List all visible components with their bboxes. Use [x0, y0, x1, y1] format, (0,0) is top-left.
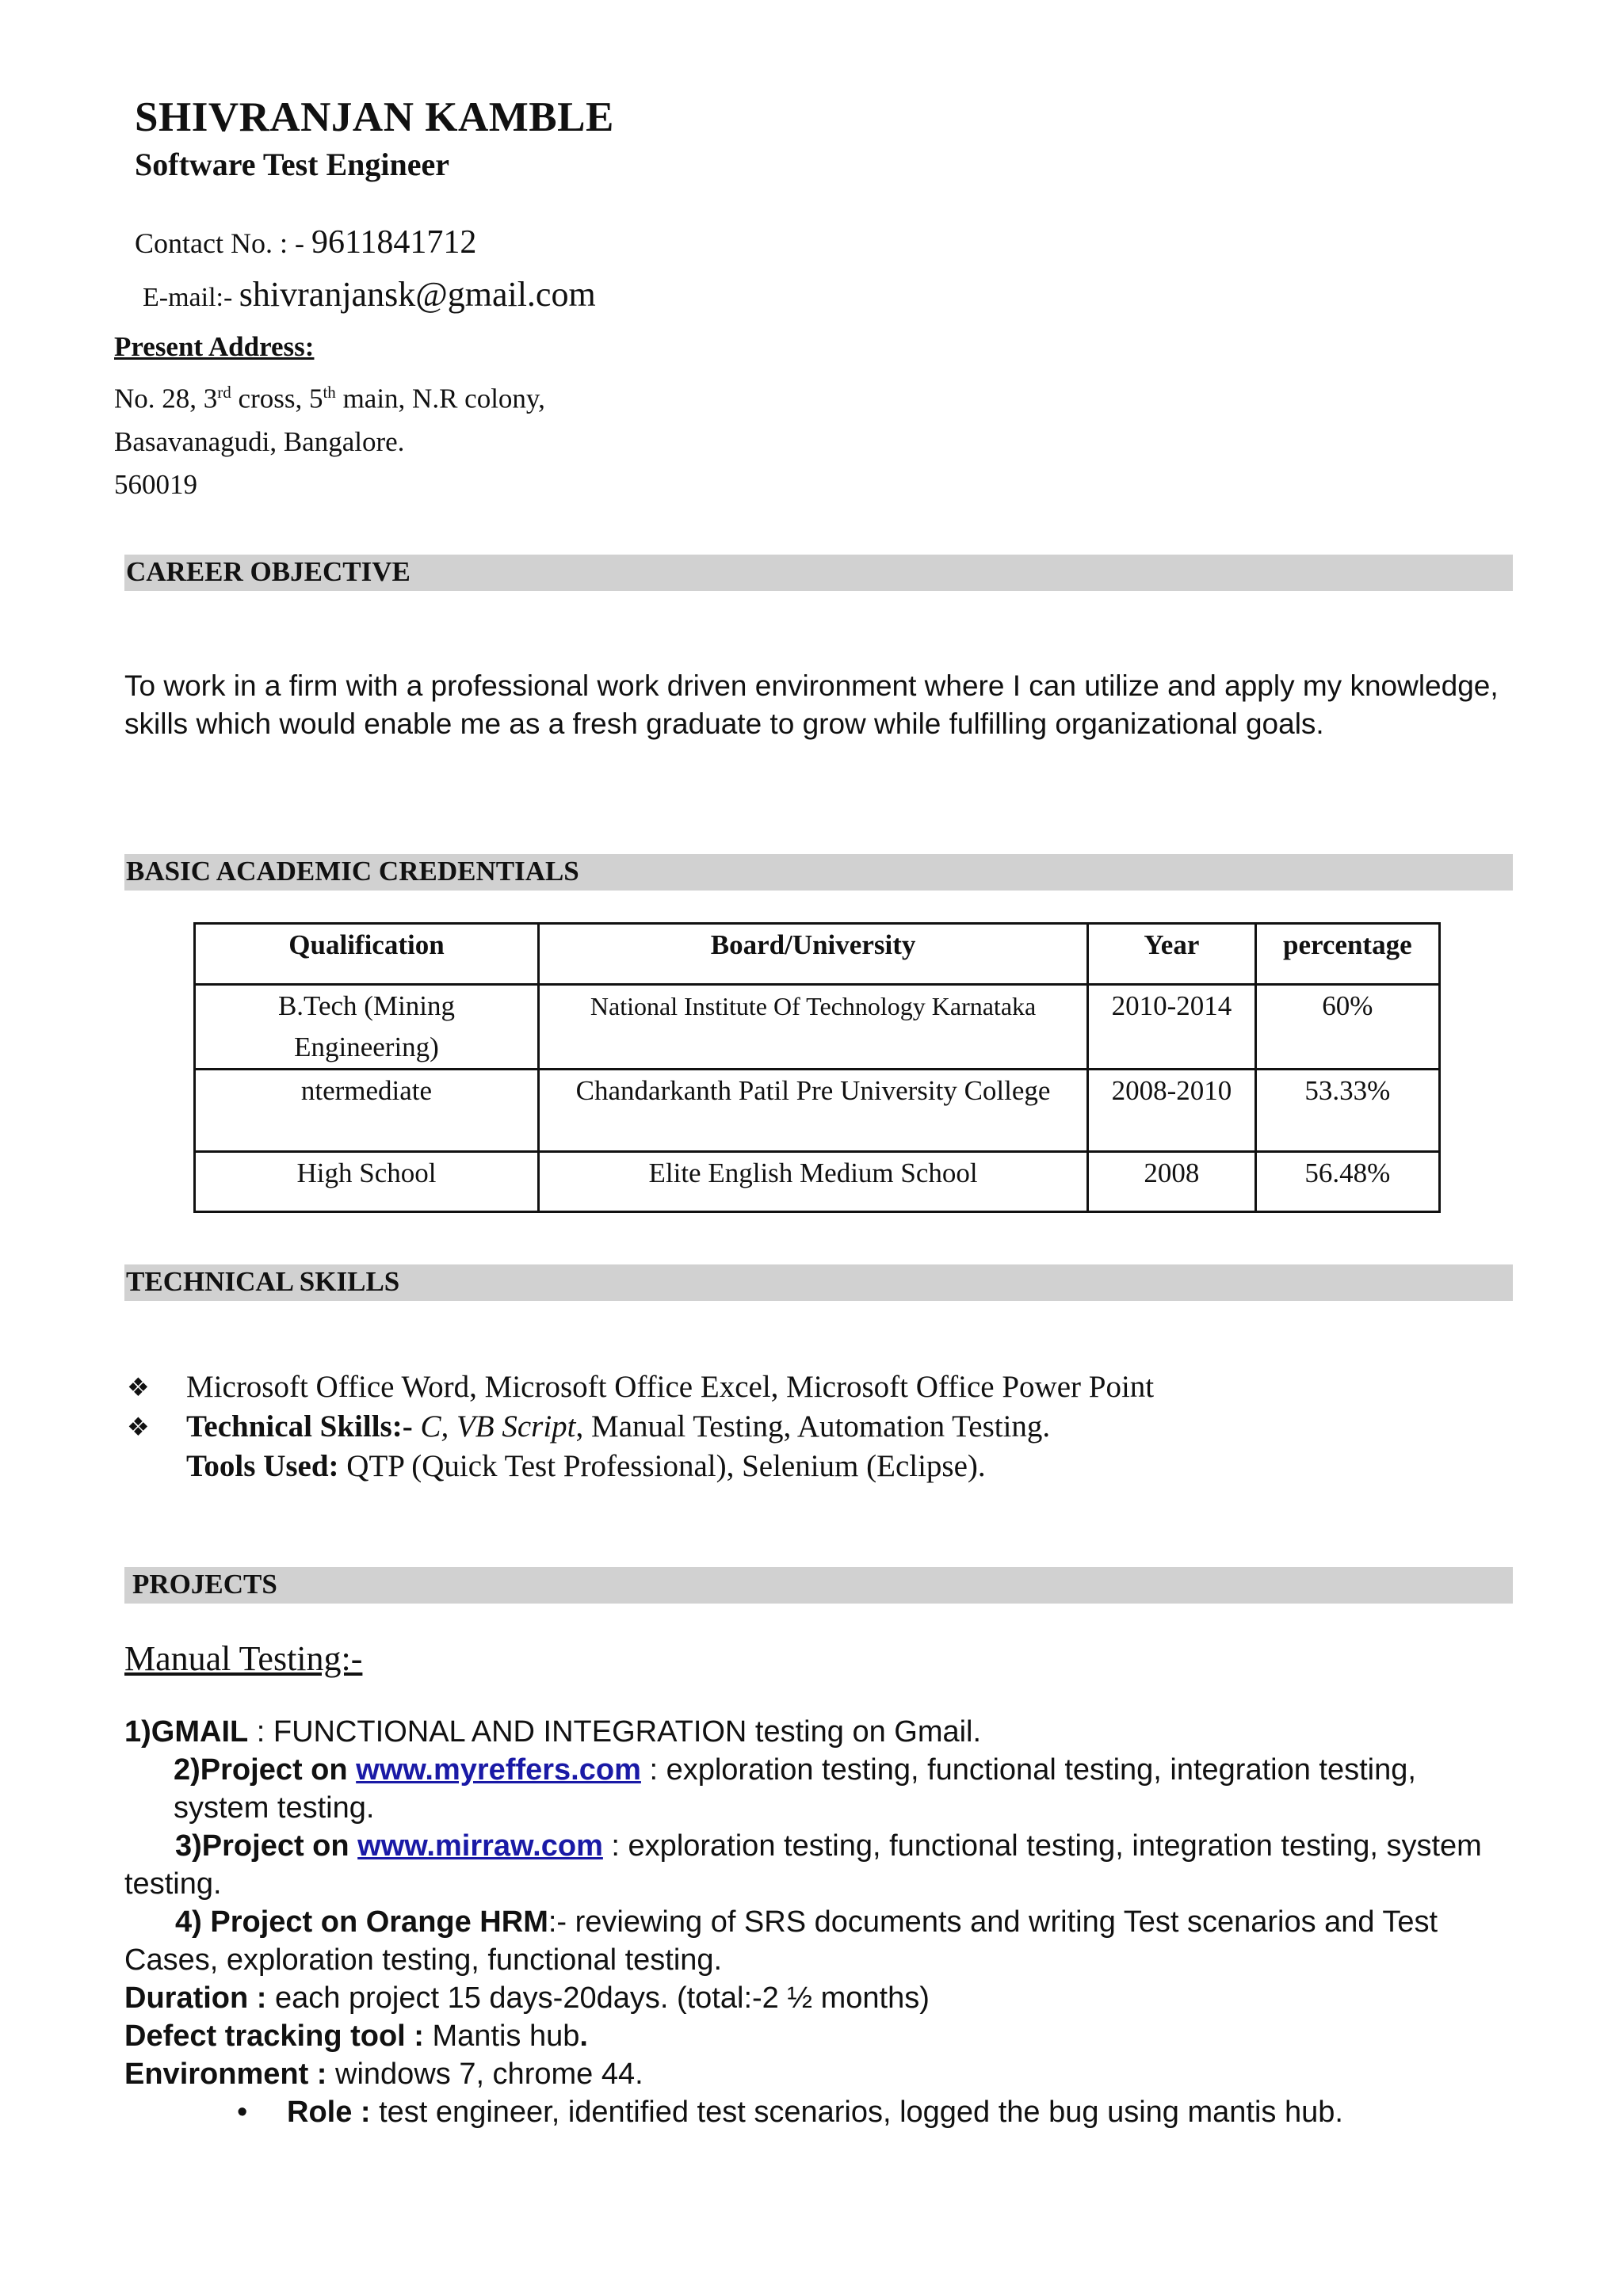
- project-item: 4) Project on Orange HRM:- reviewing of SRS documents and writing Test scenarios and Test Cases, exploration testing, functional testing.: [124, 1905, 1438, 1977]
- column-header: Qualification: [195, 924, 539, 985]
- list-item: ❖ Microsoft Office Word, Microsoft Office Excel, Microsoft Office Power Point: [127, 1367, 1474, 1407]
- projects-heading: PROJECTS: [132, 1569, 277, 1600]
- table-cell: 2008: [1088, 1152, 1255, 1212]
- table-header-row: [195, 924, 1440, 985]
- address-line-3: 560019: [114, 468, 197, 500]
- address-line-1: No. 28, 3rd cross, 5th main, N.R colony,: [114, 383, 545, 414]
- email-line: [143, 274, 596, 315]
- technical-skills-heading-bar: [124, 1264, 1513, 1301]
- defect-tool-line: Defect tracking tool : Mantis hub.: [124, 2019, 588, 2053]
- table-cell: Chandarkanth Patil Pre University College: [538, 1070, 1087, 1152]
- table-cell: Elite English Medium School: [538, 1152, 1087, 1212]
- contact-label: Contact No. : -: [135, 227, 311, 259]
- diamond-bullet-icon: ❖: [127, 1373, 150, 1402]
- technical-skills-list: [127, 1367, 1474, 1486]
- academics-heading: BASIC ACADEMIC CREDENTIALS: [126, 856, 579, 887]
- candidate-name: SHIVRANJAN KAMBLE: [135, 94, 614, 140]
- address-block: [114, 371, 827, 506]
- table-cell: 60%: [1255, 985, 1439, 1070]
- projects-heading-bar: [124, 1567, 1513, 1604]
- email-label: E-mail:-: [143, 283, 239, 312]
- table-cell: 53.33%: [1255, 1070, 1439, 1152]
- projects-list: [124, 1713, 1513, 2131]
- table-cell: ntermediate: [195, 1070, 539, 1152]
- project-item: 1)GMAIL : FUNCTIONAL AND INTEGRATION testing on Gmail.: [124, 1715, 982, 1749]
- address-heading: Present Address:: [114, 331, 315, 362]
- list-item: ❖ Technical Skills:- C, VB Script, Manual Testing, Automation Testing.: [127, 1407, 1474, 1447]
- email-address: shivranjansk@gmail.com: [239, 275, 596, 314]
- academics-heading-bar: [124, 854, 1513, 891]
- technical-skills-heading: TECHNICAL SKILLS: [126, 1266, 400, 1297]
- job-title: Software Test Engineer: [135, 147, 450, 182]
- academic-credentials-table: [193, 922, 1441, 1213]
- role-line: • Role : test engineer, identified test scenarios, logged the bug using mantis hub.: [124, 2093, 1513, 2131]
- project-item: 3)Project on www.mirraw.com : exploration testing, functional testing, integration testing, system testing.: [124, 1829, 1482, 1901]
- environment-line: Environment : windows 7, chrome 44.: [124, 2058, 643, 2091]
- column-header: percentage: [1255, 924, 1439, 985]
- table-row: [195, 985, 1440, 1070]
- career-objective-heading: CAREER OBJECTIVE: [126, 556, 411, 587]
- contact-number: 9611841712: [311, 224, 477, 261]
- table-cell: B.Tech (Mining Engineering): [195, 985, 539, 1070]
- tools-used-line: Tools Used: QTP (Quick Test Professional), Selenium (Eclipse).: [186, 1449, 986, 1483]
- duration-line: Duration : each project 15 days-20days. (total:-2 ½ months): [124, 1981, 930, 2015]
- column-header: Board/University: [538, 924, 1087, 985]
- table-cell: 2008-2010: [1088, 1070, 1255, 1152]
- table-row: [195, 1070, 1440, 1152]
- table-cell: 56.48%: [1255, 1152, 1439, 1212]
- address-line-2: Basavanagudi, Bangalore.: [114, 425, 405, 457]
- career-objective-heading-bar: [124, 555, 1513, 591]
- table-row: [195, 1152, 1440, 1212]
- project-link[interactable]: www.myreffers.com: [356, 1753, 641, 1787]
- project-item: 2)Project on www.myreffers.com : exploration testing, functional testing, integration testing, system testing.: [174, 1753, 1416, 1825]
- manual-testing-subheading: Manual Testing:-: [124, 1639, 363, 1678]
- contact-line: [135, 223, 476, 261]
- table-cell: 2010-2014: [1088, 985, 1255, 1070]
- table-cell: High School: [195, 1152, 539, 1212]
- project-link[interactable]: www.mirraw.com: [357, 1829, 603, 1863]
- career-objective-text: To work in a firm with a professional work driven environment where I can utilize and apply my knowledge, skills which would enable me as a fresh graduate to grow while fulfilling organizational goals.: [124, 669, 1499, 740]
- round-bullet-icon: •: [237, 2096, 248, 2129]
- table-cell: National Institute Of Technology Karnataka: [538, 985, 1087, 1070]
- column-header: Year: [1088, 924, 1255, 985]
- diamond-bullet-icon: ❖: [127, 1413, 150, 1441]
